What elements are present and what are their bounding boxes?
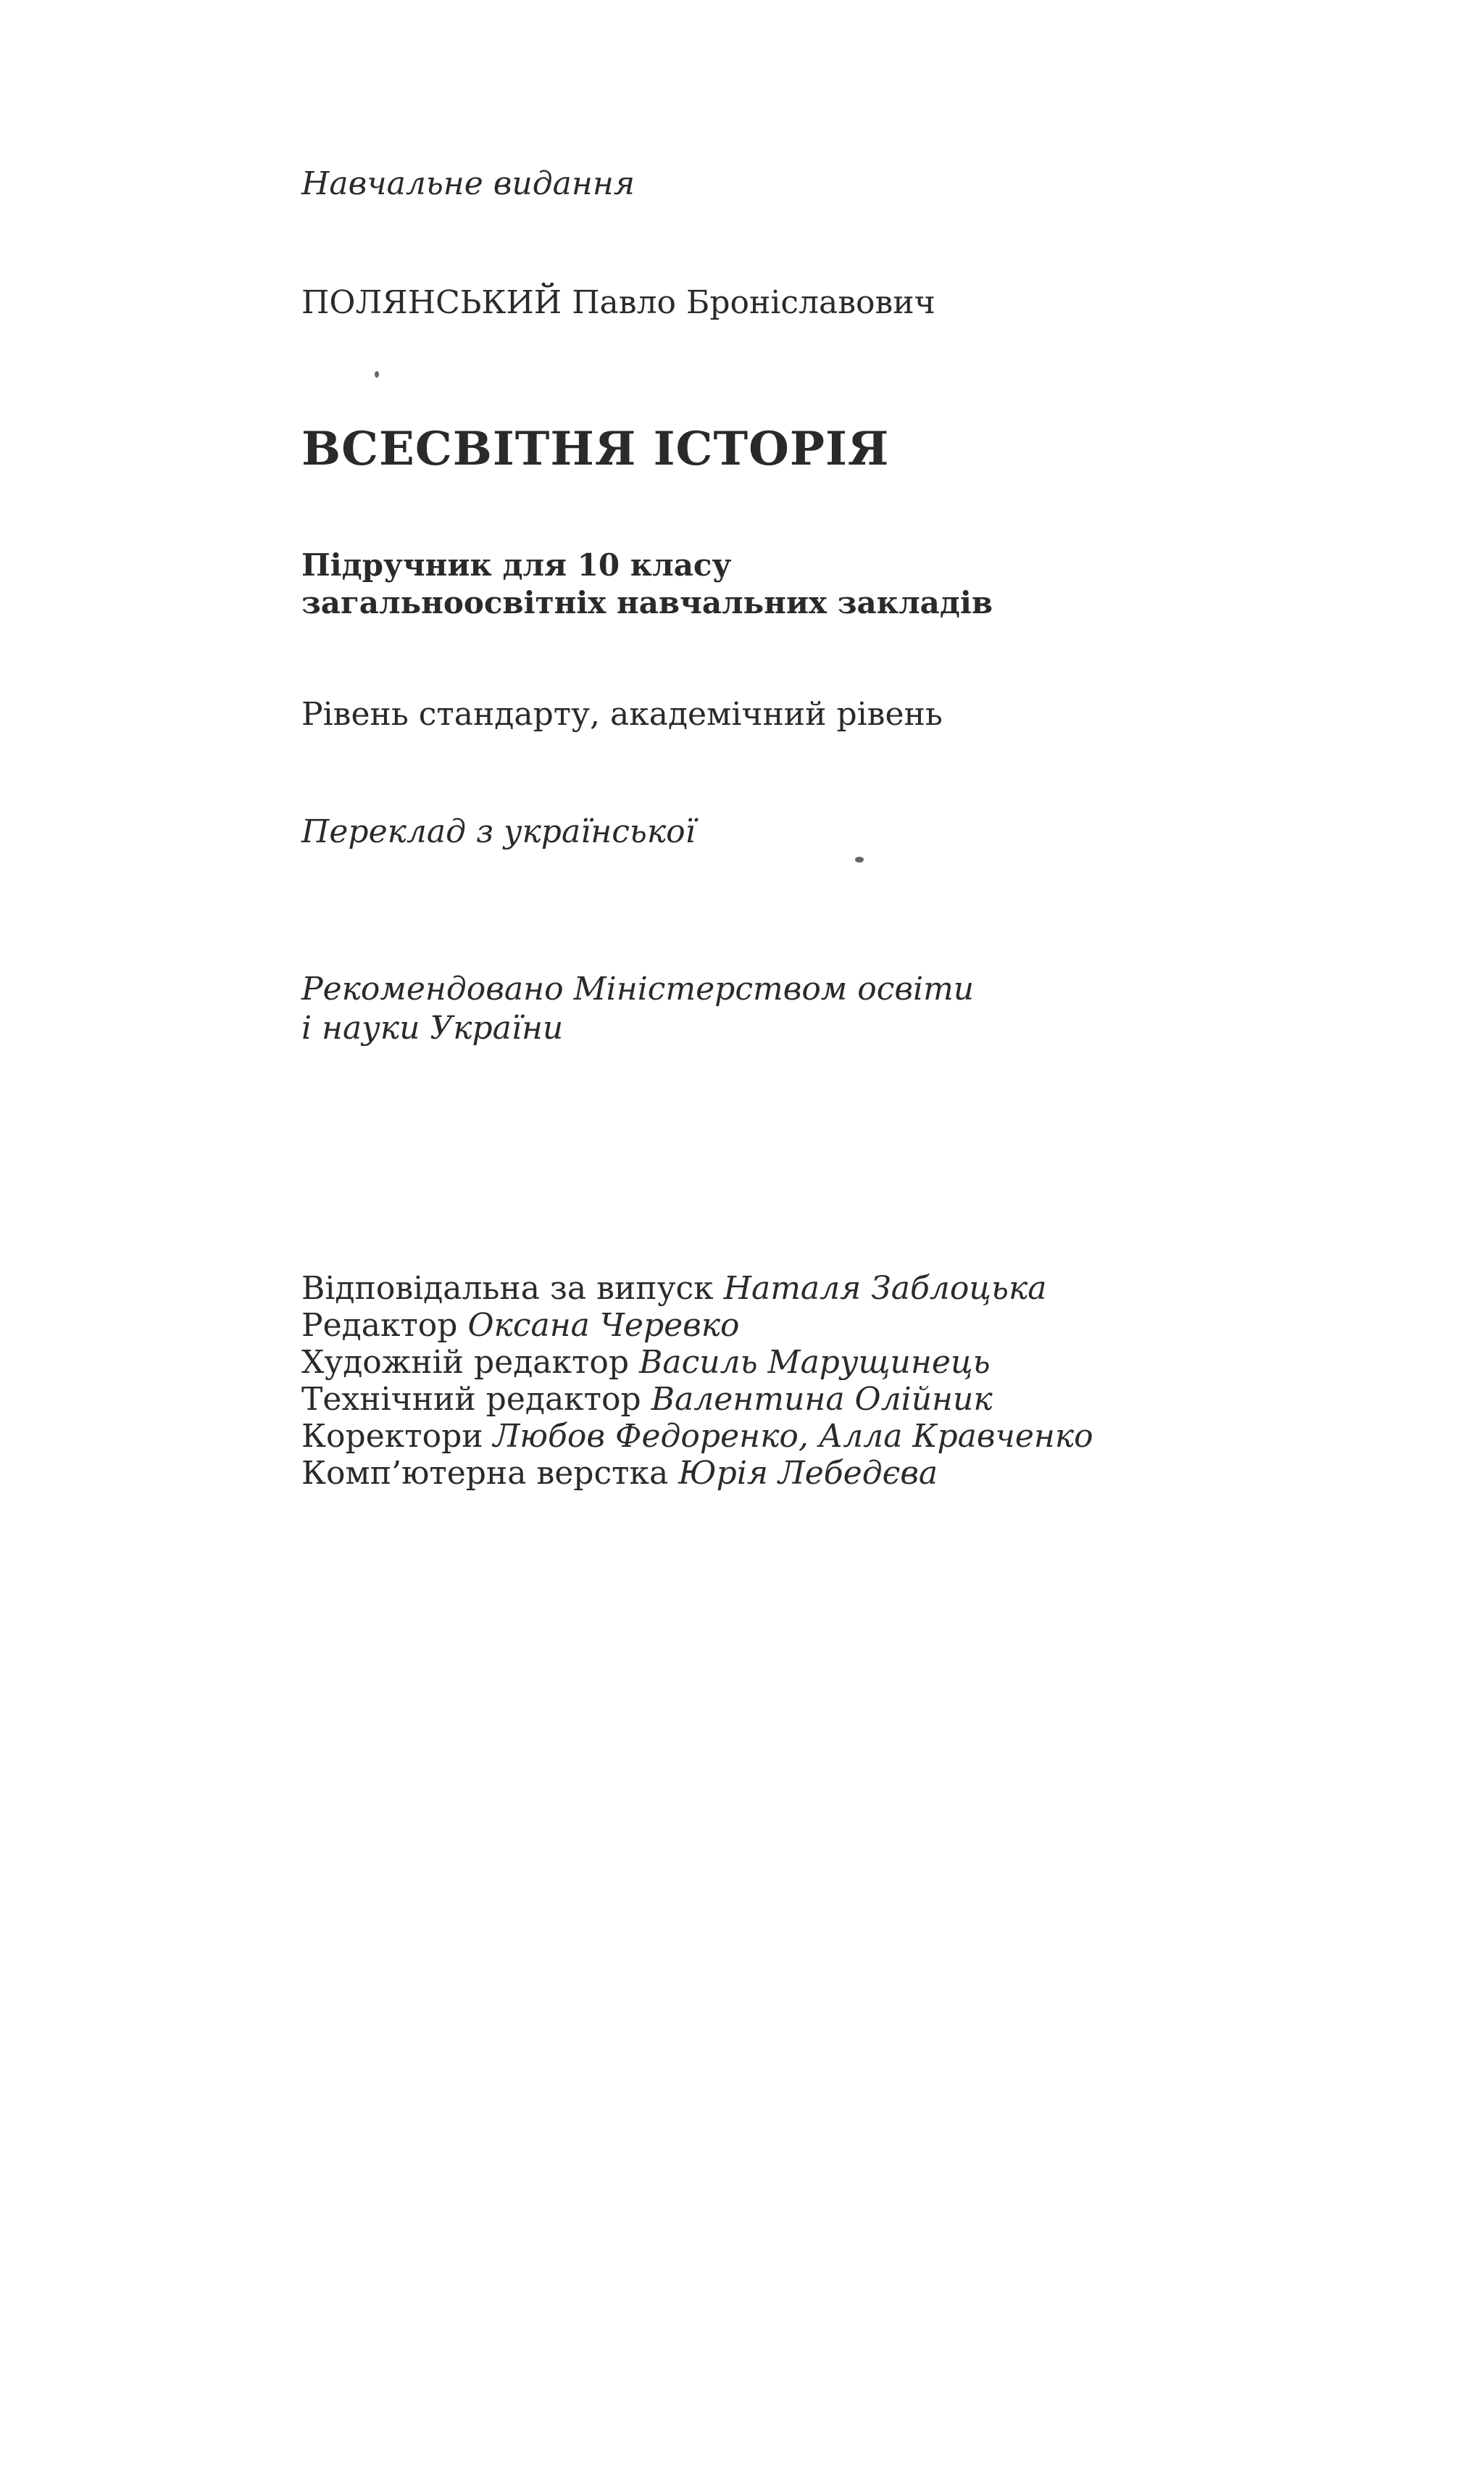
translation-note: Переклад з української xyxy=(301,813,696,850)
credit-role: Редактор xyxy=(301,1307,458,1344)
credit-line xyxy=(301,1381,1093,1418)
credit-role: Відповідальна за випуск xyxy=(301,1270,714,1307)
credit-person: Наталя Заблоцька xyxy=(723,1270,1047,1307)
credit-role: Коректори xyxy=(301,1418,483,1455)
recommendation-note xyxy=(301,970,974,1048)
subtitle-line-1: Підручник для 10 класу xyxy=(301,547,732,583)
author-surname: ПОЛЯНСЬКИЙ xyxy=(301,284,562,321)
credit-role: Художній редактор xyxy=(301,1344,630,1381)
credit-line xyxy=(301,1455,1093,1492)
credit-line xyxy=(301,1307,1093,1344)
print-speck xyxy=(375,371,379,378)
credit-person: Любов Федоренко, Алла Кравченко xyxy=(493,1418,1093,1455)
book-title: ВСЕСВІТНЯ ІСТОРІЯ xyxy=(301,422,890,476)
recommendation-line-2: і науки України xyxy=(301,1010,564,1047)
print-speck xyxy=(855,857,864,863)
credit-role: Технічний редактор xyxy=(301,1381,641,1418)
credit-line xyxy=(301,1344,1093,1381)
credit-person: Оксана Черевко xyxy=(467,1307,740,1344)
credit-line xyxy=(301,1270,1093,1307)
credits-list xyxy=(301,1270,1093,1492)
credit-role: Комп’ютерна верстка xyxy=(301,1455,669,1492)
level-note: Рівень стандарту, академічний рівень xyxy=(301,696,943,733)
subtitle-line-2: загальноосвітніх навчальних закладів xyxy=(301,585,993,620)
credit-person: Валентина Олійник xyxy=(651,1381,993,1418)
credit-person: Василь Марущинець xyxy=(639,1344,991,1381)
author-line xyxy=(301,284,935,321)
book-subtitle xyxy=(301,547,993,622)
series-label: Навчальне видання xyxy=(301,165,635,202)
author-given-names: Павло Броніславович xyxy=(572,284,935,321)
recommendation-line-1: Рекомендовано Міністерством освіти xyxy=(301,971,975,1008)
credit-line xyxy=(301,1418,1093,1455)
credit-person: Юрія Лебедєва xyxy=(678,1455,938,1492)
